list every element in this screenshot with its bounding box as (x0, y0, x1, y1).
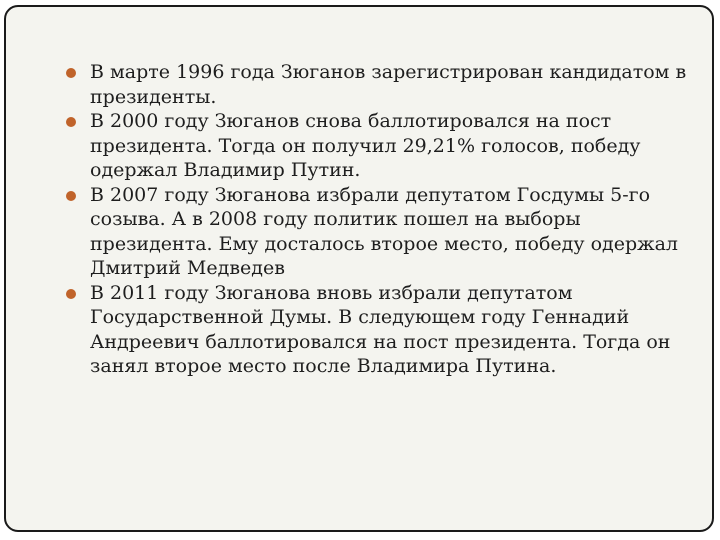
bullet-icon (66, 68, 76, 78)
bullet-icon (66, 117, 76, 127)
bullet-text: В 2011 году Зюганова вновь избрали депутатом Государственной Думы. В следующем году Геннадий Андреевич баллотировался на пост президента. Тогда он занял второе место после Владимира Путина. (90, 281, 671, 377)
bullet-icon (66, 289, 76, 299)
list-item (66, 109, 696, 183)
slide-frame (4, 5, 714, 532)
bullet-text: В марте 1996 года Зюганов зарегистрирован кандидатом в президенты. (90, 61, 687, 108)
bullet-icon (66, 191, 76, 201)
list-item (66, 60, 696, 109)
bullet-text: В 2000 году Зюганов снова баллотировался на пост президента. Тогда он получил 29,21% голосов, победу одержал Владимир Путин. (90, 110, 641, 181)
list-item (66, 281, 696, 379)
bullet-text: В 2007 году Зюганова избрали депутатом Госдумы 5-го созыва. А в 2008 году политик пошел на выборы президента. Ему досталось второе место, победу одержал Дмитрий Медведев (90, 183, 678, 279)
bullet-list (66, 60, 696, 379)
list-item (66, 183, 696, 281)
